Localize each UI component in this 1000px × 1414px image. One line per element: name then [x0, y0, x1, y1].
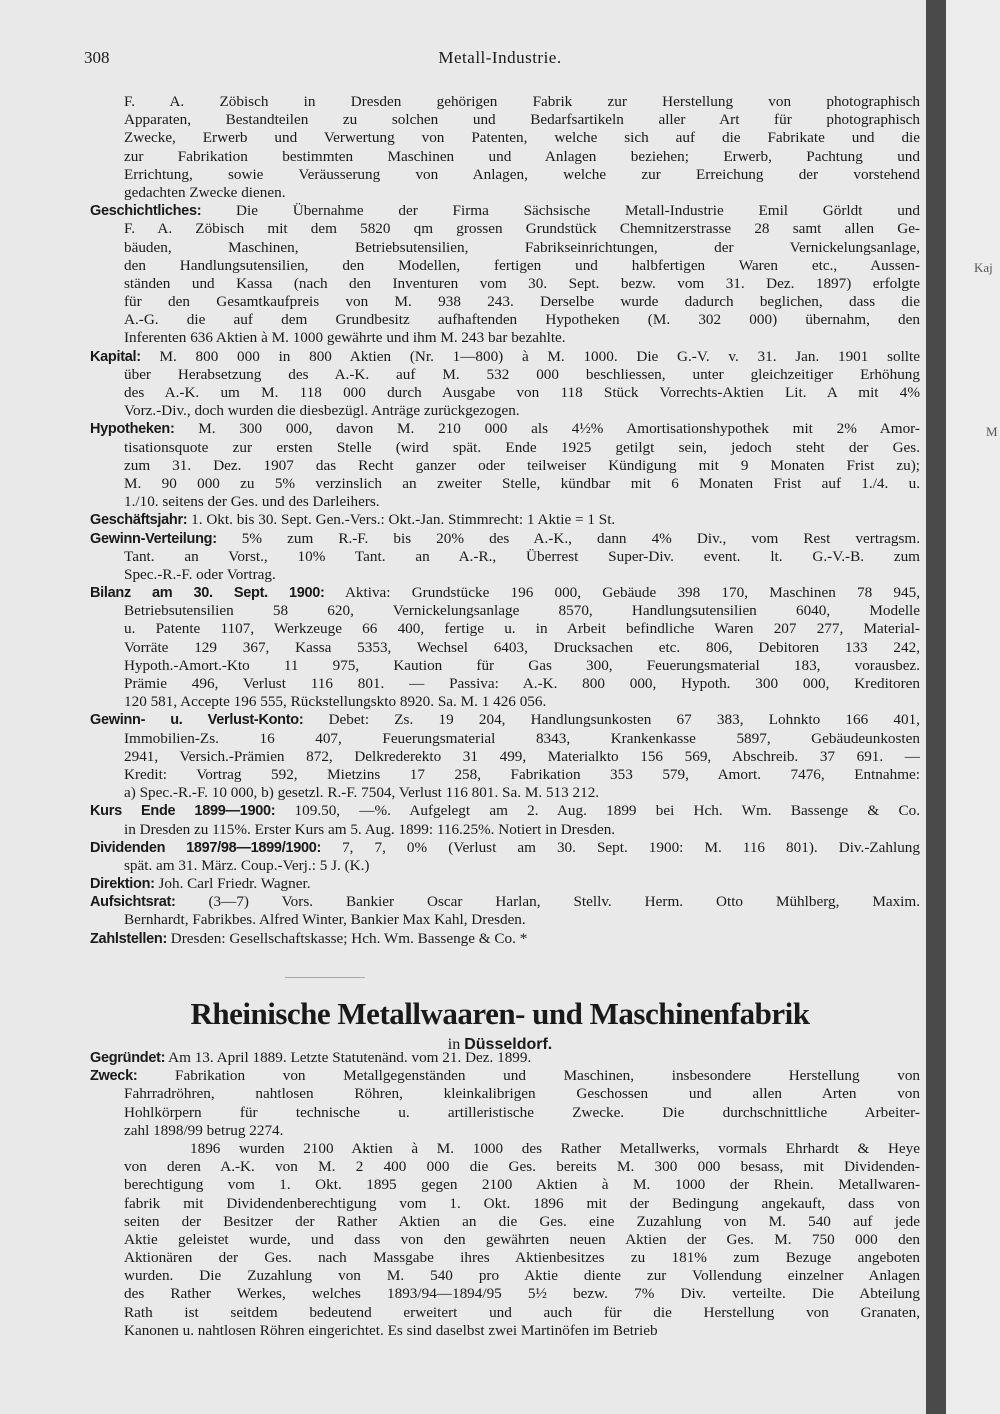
line-text: ständen und Kassa (nach den Inventuren vom 30. Sept. bezw. vom 31. Dez. 1897) erfolgte — [124, 274, 920, 292]
line-text: Debet: Zs. 19 204, Handlungsunkosten 67 383, Lohnkto 166 401, — [328, 711, 920, 729]
text-line — [124, 184, 920, 202]
text-line — [124, 1195, 920, 1213]
location-name: Düsseldorf. — [464, 1036, 553, 1053]
line-text: wurden. Die Zuzahlung von M. 540 pro Aktie diente zur Vollendung einzelner Anlagen — [124, 1267, 920, 1285]
text-line — [124, 730, 920, 748]
line-text: Tant. an Vorst., 10% Tant. an A.-R., Überrest Super-Div. event. lt. G.-V.-B. zum — [124, 547, 920, 565]
line-text: Rath ist seitdem bedeutend erweitert und auch für die Herstellung von Granaten, — [124, 1303, 920, 1321]
field-label: Direktion: — [90, 876, 155, 893]
line-text: Die Übernahme der Firma Sächsische Metall-Industrie Emil Görldt und — [236, 202, 920, 220]
adjacent-page-margin — [946, 0, 1000, 1414]
company-title: Rheinische Metallwaaren- und Maschinenfabrik — [190, 996, 810, 1031]
text-line — [90, 511, 920, 529]
line-text: 5% zum R.-F. bis 20% des A.-K., dann 4% Div., vom Rest vertragsm. — [241, 529, 920, 547]
text-line — [90, 1067, 920, 1085]
text-line — [124, 548, 920, 566]
text-line — [124, 475, 920, 493]
line-text: Vorräte 129 367, Kassa 5353, Wechsel 6403, Drucksachen etc. 806, Debitoren 133 242, — [124, 638, 920, 656]
line-text: berechtigung vom 1. Okt. 1895 gegen 2100 Aktien à M. 1000 der Rhein. Metallwaren- — [124, 1176, 920, 1194]
line-text: Aktie geleistet wurde, und dass von den gewährten neuen Aktien der Ges. M. 750 000 den — [124, 1230, 920, 1248]
line-text: für den Gesamtkaufpreis von M. 938 243. Derselbe wurde dadurch beglichen, dass die — [124, 293, 920, 311]
line-text: M. 90 000 zu 5% verzinslich an zweiter Stelle, kündbar mit 6 Monaten Frist auf 1./4. u. — [124, 474, 920, 492]
text-line — [124, 693, 920, 711]
field-label: Gewinn- u. Verlust-Konto: — [90, 712, 304, 729]
text-line — [124, 366, 920, 384]
location-prefix: in — [447, 1036, 461, 1053]
text-line — [124, 1231, 920, 1249]
field-label: Dividenden 1897/98—1899/1900: — [90, 839, 322, 856]
text-line — [124, 111, 920, 129]
line-text: des Rather Werkes, welches 1893/94—1894/95 5½ bezw. 7% Div. verteilte. Die Abteilung — [124, 1285, 920, 1303]
line-text: bäuden, Maschinen, Betriebsutensilien, Fabrikseinrichtungen, der Vernickelungsanlage, — [124, 238, 920, 256]
field-label: Bilanz am 30. Sept. 1900: — [90, 585, 325, 602]
line-text: zur Fabrikation bestimmten Maschinen und Anlagen beziehen; Erwerb, Pachtung und — [124, 147, 920, 165]
line-text: F. A. Zöbisch in Dresden gehörigen Fabrik zur Herstellung von photographisch — [124, 93, 920, 110]
line-text: Am 13. April 1889. Letzte Statutenänd. vom 21. Dez. 1899. — [168, 1049, 532, 1066]
text-line — [124, 493, 920, 511]
text-line — [124, 675, 920, 693]
text-line — [124, 384, 920, 402]
line-text: den Handlungsutensilien, den Modellen, fertigen und halbfertigen Waren etc., Aussen- — [124, 256, 920, 274]
line-text: Kredit: Vortrag 592, Mietzins 17 258, Fabrikation 353 579, Amort. 7476, Entnahme: — [124, 765, 920, 783]
text-line — [124, 602, 920, 620]
text-line — [124, 911, 920, 929]
line-text: 2941, Versich.-Prämien 872, Delkrederekto 31 499, Materialkto 156 569, Abschreib. 37 691. — — [124, 747, 920, 765]
field-label: Geschäftsjahr: — [90, 512, 188, 529]
text-line — [90, 711, 920, 729]
line-text: Aktionären der Ges. nach Massgabe ihres Aktienbesitzes zu 181% zum Bezuge angeboten — [124, 1249, 920, 1267]
text-line — [124, 639, 920, 657]
text-line — [124, 784, 920, 802]
line-text: gedachten Zwecke dienen. — [124, 183, 286, 201]
line-text: zum 31. Dez. 1907 das Recht ganzer oder teilweiser Kündigung mit 9 Monaten Frist zu); — [124, 456, 920, 474]
line-text: Hypoth.-Amort.-Kto 11 975, Kaution für Gas 300, Feuerungsmaterial 183, vorausbez. — [124, 656, 920, 674]
text-line — [124, 93, 920, 111]
text-line — [90, 802, 920, 820]
field-label: Gewinn-Verteilung: — [90, 530, 217, 547]
text-line — [124, 257, 920, 275]
line-text: M. 300 000, davon M. 210 000 als 4½% Amortisationshypothek mit 2% Amor- — [198, 420, 920, 438]
line-text: Apparaten, Bestandteilen zu solchen und Bedarfsartikeln aller Art für photographisch — [124, 111, 920, 129]
text-line — [124, 1304, 920, 1322]
text-line — [124, 1213, 920, 1231]
line-text: a) Spec.-R.-F. 10 000, b) gesetzl. R.-F. 7504, Verlust 116 801. Sa. M. 513 212. — [124, 784, 600, 802]
text-line — [124, 1104, 920, 1122]
line-text: Errichtung, sowie Veräusserung von Anlagen, welche zur Erreichung der vorstehend — [124, 165, 920, 183]
field-label: Aufsichtsrat: — [90, 894, 176, 911]
divider — [285, 977, 365, 978]
text-line — [90, 530, 920, 548]
text-line — [90, 930, 920, 948]
text-line — [124, 329, 920, 347]
text-line — [124, 166, 920, 184]
text-line — [124, 293, 920, 311]
line-text: Inferenten 636 Aktien à M. 1000 gewährte und ihm M. 243 bar bezahlte. — [124, 329, 566, 347]
field-label: Zweck: — [90, 1068, 138, 1085]
line-text: von deren A.-K. von M. 2 400 000 die Ges. bereits M. 300 000 besass, mit Dividenden- — [124, 1158, 920, 1176]
line-text: Spec.-R.-F. oder Vortrag. — [124, 565, 276, 583]
line-text: F. A. Zöbisch mit dem 5820 qm grossen Grundstück Chemnitzerstrasse 28 samt allen Ge- — [124, 220, 920, 238]
line-text: 1896 wurden 2100 Aktien à M. 1000 des Rather Metallwerks, vormals Ehrhardt & Heye — [190, 1139, 920, 1157]
field-label: Gegründet: — [90, 1050, 166, 1066]
text-line — [124, 1158, 920, 1176]
text-line — [90, 1049, 920, 1067]
page-number: 308 — [84, 48, 110, 67]
field-label: Kapital: — [90, 348, 141, 365]
scan-binding-edge — [926, 0, 946, 1414]
text-line — [90, 348, 920, 366]
line-text: des A.-K. um M. 118 000 durch Ausgabe von 118 Stück Vorrechts-Aktien Lit. A mit 4% — [124, 384, 920, 401]
line-text: Aktiva: Grundstücke 196 000, Gebäude 398 170, Maschinen 78 945, — [344, 584, 920, 602]
line-text: Prämie 496, Verlust 116 801. — Passiva: A.-K. 800 000, Hypoth. 300 000, Kreditoren — [124, 675, 920, 692]
line-text: Zwecke, Erwerb und Verwertung von Patenten, welche sich auf die Fabrikate und die — [124, 129, 920, 147]
line-text: M. 800 000 in 800 Aktien (Nr. 1—800) à M. 1000. Die G.-V. v. 31. Jan. 1901 sollte — [159, 347, 920, 365]
text-line — [124, 857, 920, 875]
text-line — [124, 311, 920, 329]
field-label: Geschichtliches: — [90, 203, 202, 220]
line-text: Immobilien-Zs. 16 407, Feuerungsmaterial 8343, Krankenkasse 5897, Gebäudeunkosten — [124, 729, 920, 747]
line-text: Vorz.-Div., doch wurden die diesbezügl. Anträge zurückgezogen. — [124, 402, 520, 420]
line-text: Joh. Carl Friedr. Wagner. — [158, 875, 311, 893]
line-text: 1. Okt. bis 30. Sept. Gen.-Vers.: Okt.-Jan. Stimmrecht: 1 Aktie = 1 St. — [191, 511, 616, 529]
line-text: Fahrradröhren, nahtlosen Röhren, kleinkalibrigen Geschossen und allen Arten von — [124, 1085, 920, 1103]
running-title: Metall-Industrie. — [438, 48, 562, 67]
line-text: (3—7) Vors. Bankier Oscar Harlan, Stellv. Herm. Otto Mühlberg, Maxim. — [208, 893, 920, 911]
text-line — [124, 402, 920, 420]
text-line — [124, 220, 920, 238]
text-line — [124, 129, 920, 147]
text-line — [124, 1249, 920, 1267]
line-text: in Dresden zu 115%. Erster Kurs am 5. Aug. 1899: 116.25%. Notiert in Dresden. — [124, 820, 616, 838]
text-line — [124, 1285, 920, 1303]
text-line — [124, 620, 920, 638]
line-text: A.-G. die auf dem Grundbesitz aufhaftenden Hypotheken (M. 302 000) übernahm, den — [124, 311, 920, 329]
field-label: Hypotheken: — [90, 421, 175, 438]
line-text: 7, 7, 0% (Verlust am 30. Sept. 1900: M. 116 801). Div.-Zahlung — [342, 838, 920, 856]
text-line — [90, 584, 920, 602]
text-line — [90, 875, 920, 893]
text-line — [124, 1140, 920, 1158]
field-label: Zahlstellen: — [90, 930, 167, 947]
margin-note: M — [986, 424, 998, 439]
line-text: spät. am 31. März. Coup.-Verj.: 5 J. (K.) — [124, 856, 370, 874]
line-text: 109.50, —%. Aufgelegt am 2. Aug. 1899 bei Hch. Wm. Bassenge & Co. — [294, 802, 920, 820]
entry-metall-industrie — [90, 93, 920, 948]
text-line — [90, 420, 920, 438]
text-line — [124, 239, 920, 257]
text-line — [124, 1267, 920, 1285]
text-line — [124, 821, 920, 839]
text-line — [124, 148, 920, 166]
line-text: tisationsquote zur ersten Stelle (wird spät. Ende 1925 getilgt sein, jedoch steht der Ges. — [124, 438, 920, 456]
text-line — [124, 766, 920, 784]
text-line — [124, 1085, 920, 1103]
text-line — [124, 1122, 920, 1140]
line-text: fabrik mit Dividendenberechtigung vom 1. Okt. 1896 mit der Bedingung angekauft, dass von — [124, 1194, 920, 1212]
text-line — [124, 1322, 920, 1340]
line-text: 1./10. seitens der Ges. und des Darleihers. — [124, 493, 380, 511]
text-line — [124, 275, 920, 293]
line-text: Betriebsutensilien 58 620, Vernickelungsanlage 8570, Handlungsutensilien 6040, Modelle — [124, 602, 920, 620]
line-text: u. Patente 1107, Werkzeuge 66 400, fertige u. in Arbeit befindliche Waren 207 277, Material- — [124, 620, 920, 638]
line-text: Dresden: Gesellschaftskasse; Hch. Wm. Bassenge & Co. * — [170, 929, 528, 947]
text-line — [124, 566, 920, 584]
field-label: Kurs Ende 1899—1900: — [90, 803, 276, 820]
line-text: Hohlkörpern für technische u. artilleristische Zwecke. Die durchschnittliche Arbeiter- — [124, 1103, 920, 1121]
line-text: seiten der Besitzer der Rather Aktien an die Ges. eine Zuzahlung von M. 540 auf jede — [124, 1212, 920, 1230]
line-text: Kanonen u. nahtlosen Röhren eingerichtet. Es sind daselbst zwei Martinöfen im Betrieb — [124, 1321, 658, 1339]
text-line — [124, 457, 920, 475]
text-line — [90, 839, 920, 857]
line-text: Bernhardt, Fabrikbes. Alfred Winter, Bankier Max Kahl, Dresden. — [124, 911, 526, 929]
text-line — [90, 893, 920, 911]
text-line — [90, 202, 920, 220]
margin-note: Kaj — [974, 260, 993, 275]
text-line — [124, 1176, 920, 1194]
text-line — [124, 748, 920, 766]
text-line — [124, 657, 920, 675]
entry-rheinische-metallwaaren — [90, 1049, 920, 1340]
line-text: Fabrikation von Metallgegenständen und Maschinen, insbesondere Herstellung von — [175, 1067, 920, 1085]
text-line — [124, 439, 920, 457]
line-text: 120 581, Accepte 196 555, Rückstellungskto 8920. Sa. M. 1 426 056. — [124, 693, 547, 711]
line-text: zahl 1898/99 betrug 2274. — [124, 1121, 284, 1139]
line-text: über Herabsetzung des A.-K. auf M. 532 000 beschliessen, unter gleichzeitiger Erhöhung — [124, 365, 920, 383]
